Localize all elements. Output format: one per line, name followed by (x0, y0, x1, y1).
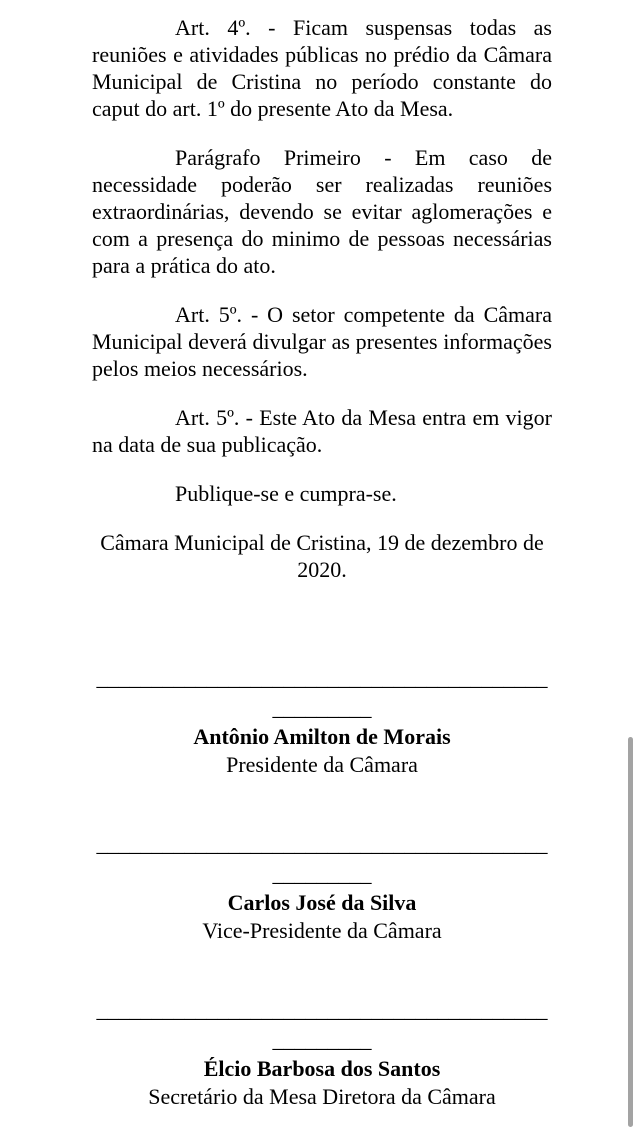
signature-block-vice-presidente (92, 829, 552, 946)
signature-rule-long: _________________________________________ (96, 997, 548, 1022)
paragraph-art-5-divulgacao: Art. 5º. - O setor competente da Câmara Municipal deverá divulgar as presentes informações pelos meios necessários. (92, 302, 552, 381)
signature-rule-short: _________ (272, 695, 372, 720)
signatory-name: Carlos José da Silva (227, 890, 417, 915)
dateline-line2: 2020. (297, 557, 347, 582)
signature-rule-short: _________ (272, 1027, 372, 1052)
paragraph-art-4: Art. 4º. - Ficam suspensas todas as reuniões e atividades públicas no prédio da Câmara Municipal de Cristina no período constante do caput do art. 1º do presente Ato da Mesa. (92, 15, 552, 121)
scrollbar-thumb[interactable] (628, 737, 633, 1127)
signature-block-secretario (92, 995, 552, 1112)
signature-rule-long: _________________________________________ (96, 831, 548, 856)
signature-rule-long: _________________________________________ (96, 665, 548, 690)
signatory-name: Élcio Barbosa dos Santos (203, 1056, 441, 1081)
dateline-line1: Câmara Municipal de Cristina, 19 de dezembro de (100, 530, 544, 555)
paragraph-art-5-vigor: Art. 5º. - Este Ato da Mesa entra em vigor na data de sua publicação. (92, 405, 552, 457)
signature-block-presidente (92, 663, 552, 780)
dateline (92, 529, 552, 583)
signatory-title: Secretário da Mesa Diretora da Câmara (148, 1084, 496, 1109)
paragraph-paragrafo-primeiro: Parágrafo Primeiro - Em caso de necessidade poderão ser realizadas reuniões extraordinárias, devendo se evitar aglomerações e com a presença do minimo de pessoas necessárias para a prática do ato. (92, 145, 552, 278)
signature-section (92, 663, 552, 1112)
signatory-title: Presidente da Câmara (226, 752, 418, 777)
signatory-title: Vice-Presidente da Câmara (202, 918, 442, 943)
signature-rule-short: _________ (272, 861, 372, 886)
paragraph-publique-se: Publique-se e cumpra-se. (175, 481, 397, 506)
signatory-name: Antônio Amilton de Morais (193, 724, 451, 749)
